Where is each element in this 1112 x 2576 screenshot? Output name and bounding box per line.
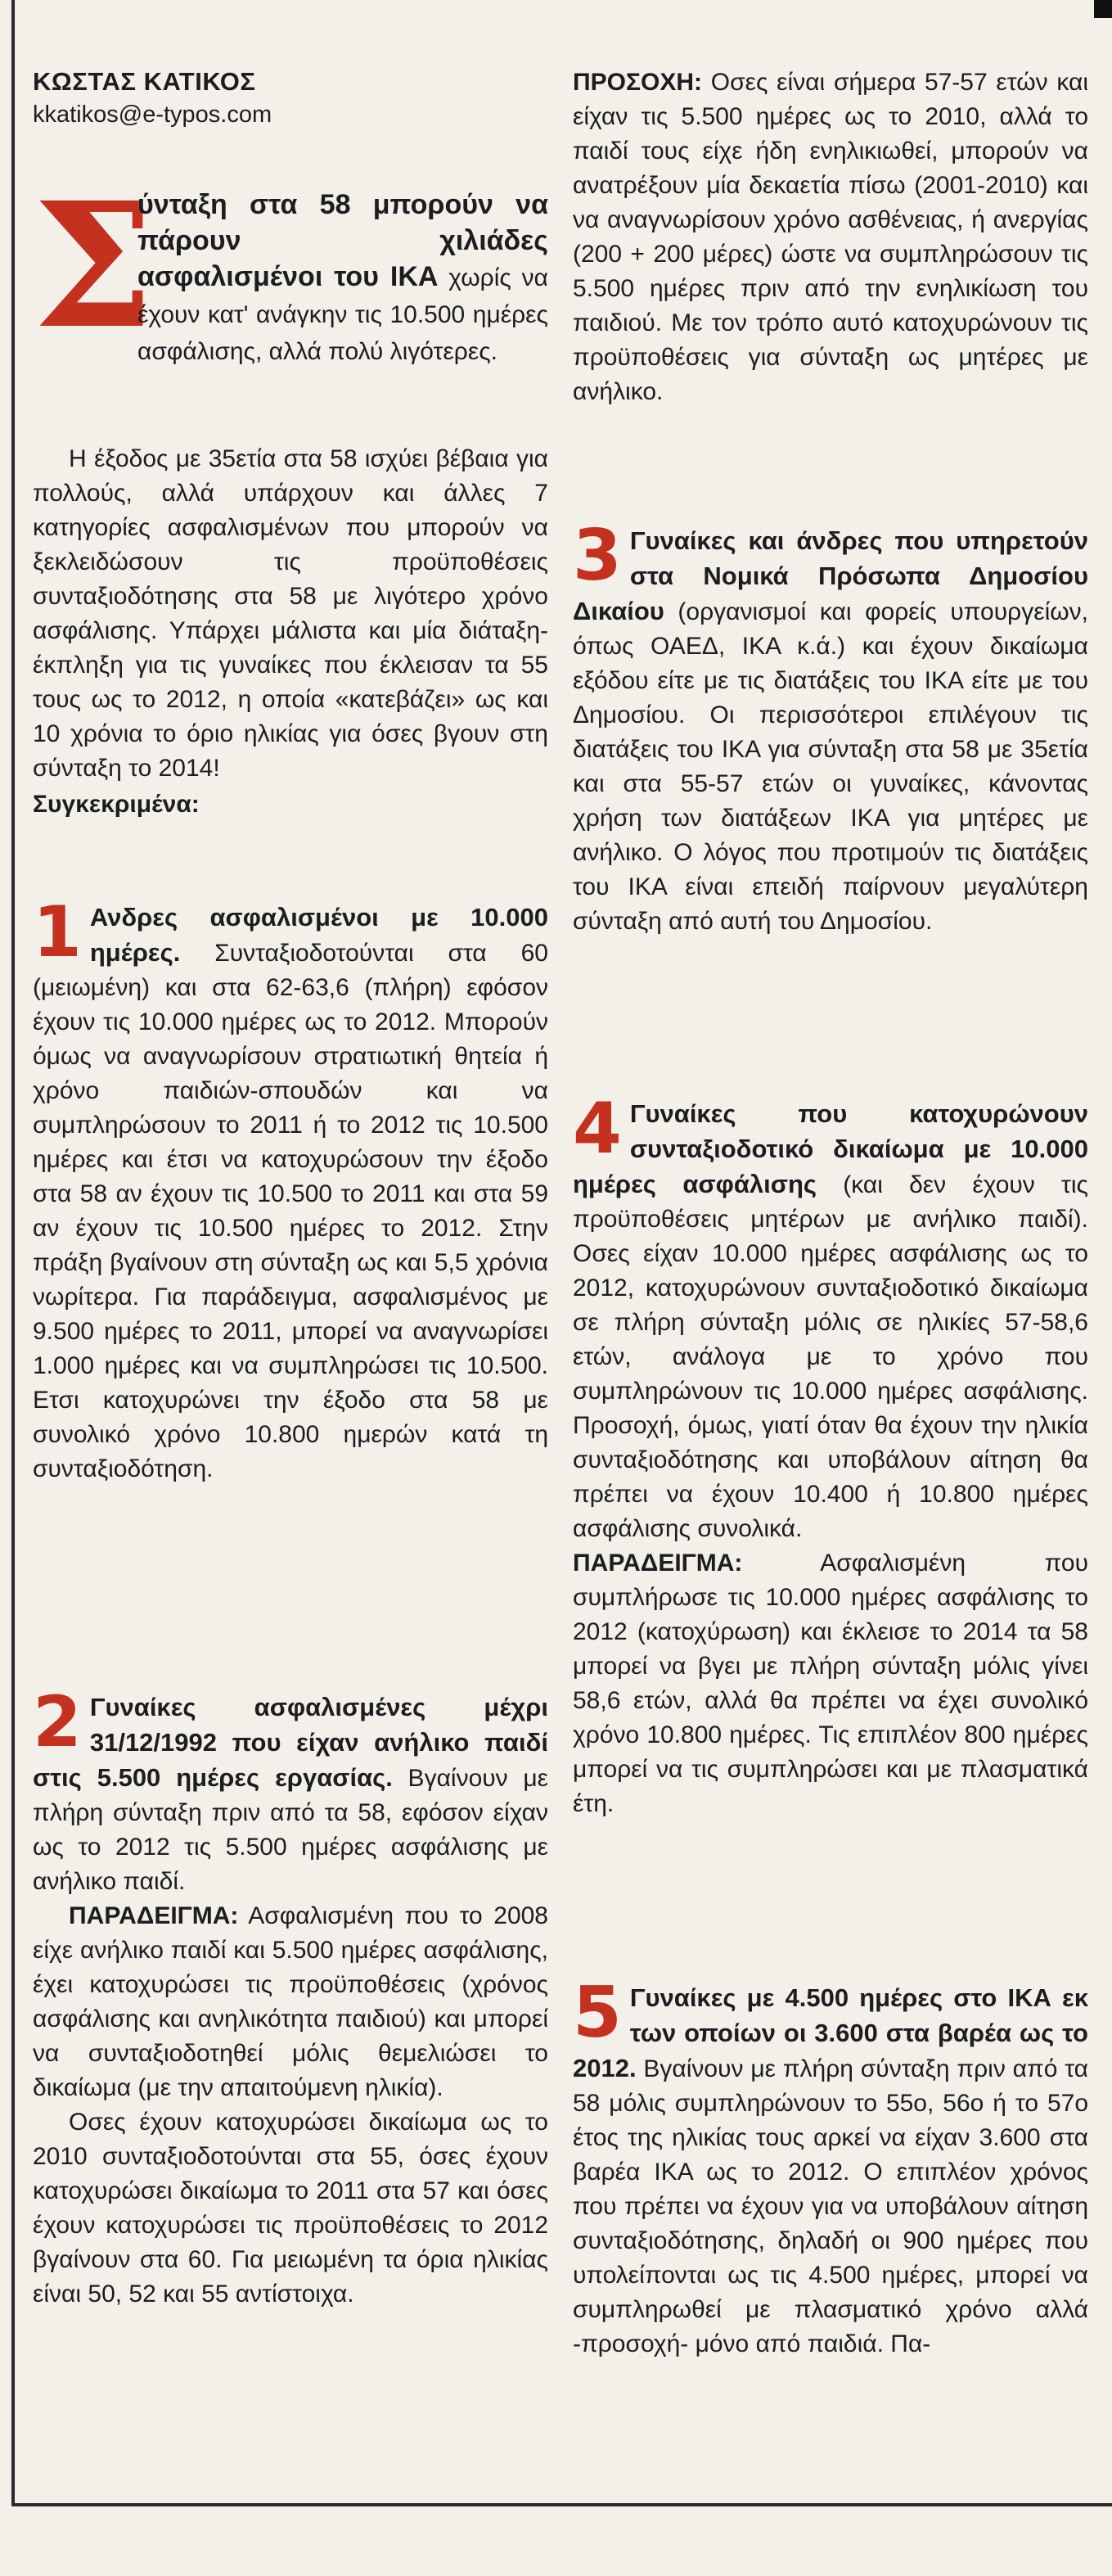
section-body: (οργανισμοί και φορείς υπουργείων, όπως ΟΑΕΔ, ΙΚΑ κ.ά.) και έχουν δικαίωμα εξόδου είτε με τις διατάξεις του ΙΚΑ είτε με του Δημοσίου. Οι περισσότεροι επιλέγουν τις διατάξεις του ΙΚΑ για σύνταξη στα 58 με 35ετία και στα 55-57 ετών οι γυναίκες, κάνοντας χρήση των διατάξεων ΙΚΑ για μητέρες με ανήλικο. Ο λόγος που προτιμούν τις διατάξεις του ΙΚΑ είναι επειδή παίρνουν μεγαλύτερη σύνταξη από αυτή του Δημοσίου. (573, 598, 1088, 935)
section-heading: Γυναίκες με 4.500 ημέρες στο ΙΚΑ εκ των οποίων οι 3.600 στα βαρέα ως το 2012. (573, 1983, 1088, 2082)
section-2 (33, 1681, 548, 2312)
section-number: 2 (33, 1681, 82, 1763)
example-text: Ασφαλισμένη που συμπλήρωσε τις 10.000 ημέρες ασφάλισης το 2012 (κατοχύρωση) και έκλεισε το 2014 τα 58 μπορεί να βγει με πλήρη σύνταξη μόλις γίνει 58,6 ετών, αλλά θα πρέπει να έχει συνολικό χρόνο 10.800 ημέρες. Τις επιπλέον 800 ημέρες μπορεί να τις συμπληρώσει και με πλασματικά έτη. (573, 1550, 1088, 1817)
attention-text: Οσες είναι σήμερα 57-57 ετών και είχαν τις 5.500 ημέρες ως το 2010, αλλά το παιδί τους είχε ήδη ενηλικιωθεί, μπορούν να ανατρέξουν μία δεκαετία πίσω (2001-2010) και να αναγνωρίσουν χρόνο ασθένειας, ή ανεργίας (200 + 200 μέρες) ώστε να συμπληρώσουν τις 5.500 ημέρες πριν από την ενηλικίωση του παιδιού. Με τον τρόπο αυτό κατοχυρώνουν τις προϋποθέσεις για σύνταξη ως μητέρες με ανήλικο. (573, 69, 1088, 405)
section-extra: Οσες έχουν κατοχυρώσει δικαίωμα ως το 2010 συνταξιοδοτούνται στα 55, όσες έχουν κατοχυρώσει δικαίωμα το 2011 στα 57 και όσες έχουν κατοχυρώσει τις προϋποθέσεις το 2012 βγαίνουν στα 60. Για μειωμένη τα όρια ηλικίας είναι 50, 52 και 55 αντίστοιχα. (33, 2109, 548, 2308)
intro-block (33, 442, 548, 822)
attention-label: ΠΡΟΣΟΧΗ: (573, 69, 703, 96)
section-3 (573, 515, 1088, 939)
section-body: Συνταξιοδοτούνται στα 60 (μειωμένη) και στα 62-63,6 (πλήρη) εφόσον έχουν τις 10.000 ημέρες ως το 2012. Μπορούν όμως να αναγνωρίσουν στρατιωτική θητεία ή χρόνο παιδιών-σπουδών και να συμπληρώσουν το 2011 ή το 2012 τις 10.500 ημέρες και έτσι να κατοχυρώσουν την έξοδο στα 58 αν έχουν τις 10.500 το 2011 και στα 59 αν έχουν τις 10.500 ημέρες το 2012. Στην πράξη βγαίνουν στη σύνταξη ως και 5,5 χρόνια νωρίτερα. Για παράδειγμα, ασφαλισμένος με 9.500 ημέρες το 2011, μπορεί να αναγνωρίσει 1.000 ημέρες και να συμπληρώσει τις 10.500. Ετσι κατοχυρώνει την έξοδο στα 58 με συνολικό χρόνο 10.800 ημερών κατά τη συνταξιοδότηση. (33, 940, 548, 1482)
bottom-frame-rule (11, 2503, 1112, 2506)
section-number: 3 (573, 515, 622, 597)
specifically-label: Συγκεκριμένα: (33, 791, 200, 818)
example-text: Ασφαλισμένη που το 2008 είχε ανήλικο παιδί και 5.500 ημέρες ασφάλισης, έχει κατοχυρώσει τις προϋποθέσεις (χρόνος ασφάλισης και ανηλικότητα παιδιού) και μπορεί να συνταξιοδοτηθεί μόλις θεμελιώσει το δικαίωμα (με την απαιτούμενη ηλικία). (33, 1902, 548, 2101)
section-body: Βγαίνουν με πλήρη σύνταξη πριν από τα 58 μόλις συμπληρώνουν το 55ο, 56ο ή το 57ο έτος της ηλικίας τους αρκεί να είχαν 3.600 στα βαρέα ΙΚΑ ως το 2012. Ο επιπλέον χρόνος που πρέπει να έχουν για να υποβάλουν αίτηση συνταξιοδότησης, δηλαδή οι 900 ημέρες που υπολείπονται ως τις 4.500 ημέρες, μπορεί να συμπληρωθεί με πλασματικό χρόνο αλλά -προσοχή- μόνο από παιδιά. Πα- (573, 2055, 1088, 2357)
section-4 (573, 1088, 1088, 1821)
section-1 (33, 891, 548, 1487)
section-heading: Γυναίκες που κατοχυρώνουν συνταξιοδοτικό δικαίωμα με 10.000 ημέρες ασφάλισης (573, 1099, 1088, 1198)
byline (33, 65, 540, 131)
drop-cap: Σ (33, 165, 155, 367)
intro-paragraph: Η έξοδος με 35ετία στα 58 ισχύει βέβαια για πολλούς, αλλά υπάρχουν και άλλες 7 κατηγορίες ασφαλισμένων που μπορούν να ξεκλειδώσουν τις προϋποθέσεις συνταξιοδότησης στα 58 με λιγότερο χρόνο ασφάλισης. Υπάρχει μάλιστα και μία διάταξη-έκπληξη για τις γυναίκες που έκλεισαν τα 55 τους ως το 2012, η οποία «κατεβάζει» ως και 10 χρόνια το όριο ηλικίας για όσες βγουν στη σύνταξη το 2014! (33, 445, 548, 782)
section-number: 4 (573, 1088, 622, 1170)
section-heading: Γυναίκες και άνδρες που υπηρετούν στα Νομικά Πρόσωπα Δημοσίου Δικαίου (573, 526, 1088, 625)
lead-title: ύνταξη στα 58 μπορούν να πάρουν χιλιάδες ασφαλισμένοι του ΙΚΑ (137, 189, 548, 292)
section-body: Βγαίνουν με πλήρη σύνταξη πριν από τα 58, εφόσον είχαν ως το 2012 τις 5.500 ημέρες ασφάλισης με ανήλικο παιδί. (33, 1765, 548, 1895)
left-frame-rule (11, 0, 15, 2505)
lead-rest: χωρίς να έχουν κατ' ανάγκην τις 10.500 ημέρες ασφάλισης, αλλά πολύ λιγότερες. (137, 264, 548, 365)
attention-block (573, 65, 1088, 409)
section-5 (573, 1972, 1088, 2362)
author-name: ΚΩΣΤΑΣ ΚΑΤΙΚΟΣ (33, 67, 256, 96)
section-heading: Γυναίκες ασφαλισμένες μέχρι 31/12/1992 που είχαν ανήλικο παιδί στις 5.500 ημέρες εργασίας. (33, 1693, 548, 1792)
author-email: kkatikos@e-typos.com (33, 102, 272, 128)
section-number: 5 (573, 1972, 622, 2054)
section-heading: Ανδρες ασφαλισμένοι με 10.000 ημέρες. (89, 903, 548, 967)
corner-mark (1094, 0, 1112, 18)
example-label: ΠΑΡΑΔΕΙΓΜΑ: (573, 1550, 743, 1577)
example-label: ΠΑΡΑΔΕΙΓΜΑ: (69, 1902, 239, 1929)
article-lead (33, 165, 548, 369)
section-number: 1 (33, 891, 82, 973)
section-body: (και δεν έχουν τις προϋποθέσεις μητέρων με ανήλικο παιδί). Οσες είχαν 10.000 ημέρες ασφάλισης ως το 2012, κατοχυρώνουν συνταξιοδοτικό δικαίωμα σε πλήρη σύνταξη μόλις σε ηλικίες 57-58,6 ετών, ανάλογα με το χρόνο που συμπληρώνουν τις 10.000 ημέρες ασφάλισης. Προσοχή, όμως, γιατί όταν θα έχουν την ηλικία συνταξιοδότησης και υποβάλουν αίτηση θα πρέπει να έχουν 10.400 ή 10.800 ημέρες ασφάλισης συνολικά. (573, 1171, 1088, 1542)
